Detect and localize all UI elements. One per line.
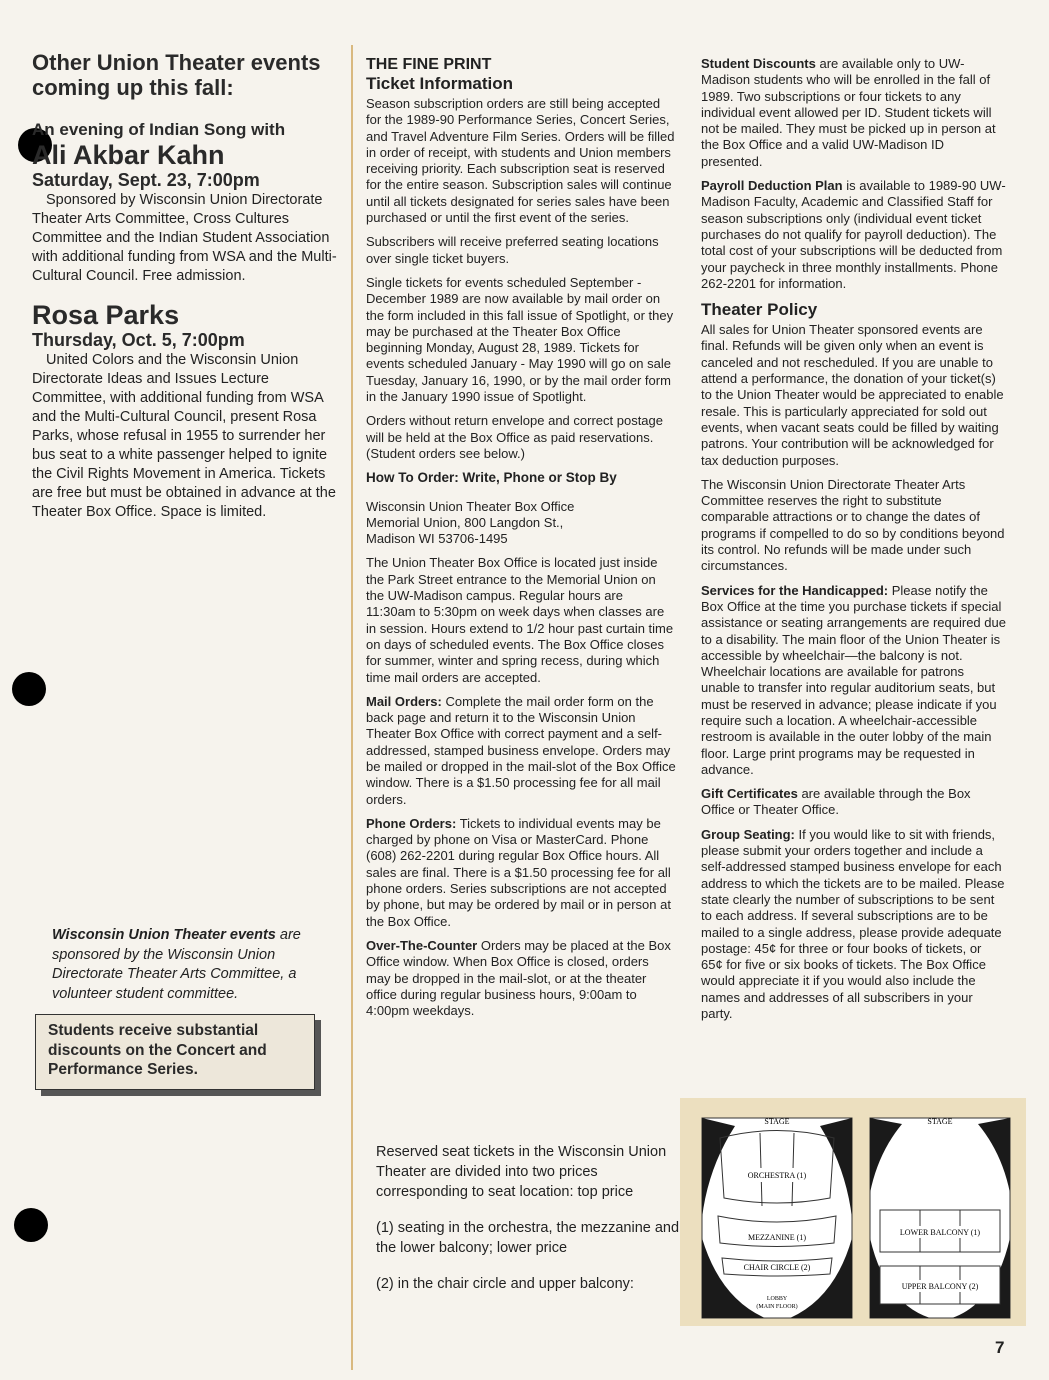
sponsor-note-bold: Wisconsin Union Theater events <box>52 927 276 943</box>
how-to-order-heading: How To Order: Write, Phone or Stop By <box>366 470 617 486</box>
group-seating-heading: Group Seating: <box>701 826 795 842</box>
policy-column <box>701 56 1006 1030</box>
gift-certificates-text: are available through the Box Office or Theater Office. <box>701 786 971 818</box>
paragraph: Reserved seat tickets in the Wisconsin Union Theater are divided into two prices corresponding to seat location: top price <box>376 1144 667 1200</box>
paragraph: All sales for Union Theater sponsored events are final. Refunds will be given only when an event is canceled and not rescheduled. If you are unable to attend a performance, the donation of your ticket(s) to the Union Theater would be appreciated to enable resale. This is particularly appreciated for sold out events, when vacant seats could be filled by waiting patrons. Your contribution will be acknowledged for tax deduction purposes. <box>701 322 1004 468</box>
paragraph: Season subscription orders are still being accepted for the 1989-90 Performance Series, Concert Series, and Travel Adventure Film Series. Orders will be filled in order of receipt, with students and Union members receiving priority. Each subscription seat is reserved for the entire season. Subscription sales will continue until all tickets designated for series sales have been purchased or until the first event of the series. <box>366 96 675 226</box>
event-rosa-parks <box>32 300 342 522</box>
student-discounts-heading: Student Discounts <box>701 56 816 71</box>
event-subtitle: An evening of Indian Song with <box>32 120 286 139</box>
lower-balcony-label: LOWER BALCONY (1) <box>899 1228 981 1237</box>
over-the-counter-text: Orders may be placed at the Box Office window. When Box Office is closed, orders may be dropped in the mail-slot, or at the theater office during regular business hours, 9:00am to 4:00pm weekdays. <box>366 937 671 1019</box>
phone-orders-text: Tickets to individual events may be charged by phone on Visa or MasterCard. Phone (608) 262-2201 during regular Box Office hours. All sales are final. There is a $1.50 processing fee for all phone orders. Series subscriptions are not accepted by phone, but may be ordered by mail or in person at the Box Office. <box>366 815 671 929</box>
fine-print-column <box>366 56 676 1027</box>
event-date: Thursday, Oct. 5, 7:00pm <box>32 330 245 350</box>
event-date: Saturday, Sept. 23, 7:00pm <box>32 170 260 190</box>
orchestra-label: ORCHESTRA (1) <box>747 1171 807 1180</box>
event-description: United Colors and the Wisconsin Union Directorate Ideas and Issues Lecture Committee, with additional funding from WSA and the Multi-Cultural Council, present Rosa Parks, whose refusal in 1955 to surrender her bus seat to a white passenger helped to ignite the Civil Rights Movement in America. Tickets are free but must be obtained in advance at the Theater Box Office. Space is limited. <box>32 352 336 520</box>
paragraph: (1) seating in the orchestra, the mezzanine and the lower balcony; lower price <box>376 1220 680 1256</box>
payroll-deduction-heading: Payroll Deduction Plan <box>701 178 843 194</box>
stage-label: STAGE <box>927 1117 953 1126</box>
theater-policy-heading: Theater Policy <box>701 300 818 320</box>
paragraph: (2) in the chair circle and upper balcony: <box>376 1276 634 1292</box>
paragraph: Subscribers will receive preferred seating locations over single ticket buyers. <box>366 234 659 266</box>
event-title: Ali Akbar Kahn <box>32 140 225 170</box>
seating-chart-svg <box>680 1098 1026 1326</box>
address-line: Wisconsin Union Theater Box Office <box>366 498 575 514</box>
group-seating-text: If you would like to sit with friends, please submit your orders together and include a self-addressed stamped business envelope for each address to which the tickets are to be mailed. Please state clearly the number of subscriptions to be sent to each address. If several subscriptions are to be mailed to a single address, please provide adequate postage: 45¢ for three or four books of tickets, or 65¢ for five or six books of tickets. The Box Office would appreciate it if you would also include the names and addresses of all subscribers in your party. <box>701 826 1005 1022</box>
over-the-counter-heading: Over-The-Counter <box>366 937 478 953</box>
event-title: Rosa Parks <box>32 300 180 330</box>
payroll-deduction-text: is available to 1989-90 UW-Madison Faculty, Academic and Classified Staff for season subscriptions only (individual event ticket purchases do not qualify for payroll deduction). The total cost of your subscriptions will be deducted from your paycheck in three monthly installments. Phone 262-2201 for information. <box>701 178 1006 291</box>
page-number: 7 <box>995 1338 1005 1357</box>
binder-hole <box>12 672 46 706</box>
student-discount-callout: Students receive substantial discounts on the Concert and Performance Series. <box>35 1014 315 1090</box>
chair-circle-label: CHAIR CIRCLE (2) <box>743 1263 811 1272</box>
paragraph: The Union Theater Box Office is located just inside the Park Street entrance to the Memorial Union on the UW-Madison campus. Regular hours are 11:30am to 5:30pm on week days when classes are in session. Hours extend to 1/2 hour past curtain time on days of scheduled events. The Box Office closes for summer, winter and spring recess, during which time mail orders are accepted. <box>366 555 674 685</box>
mail-orders-heading: Mail Orders: <box>366 693 442 709</box>
gift-certificates-heading: Gift Certificates <box>701 786 798 802</box>
upper-balcony-label: UPPER BALCONY (2) <box>901 1282 979 1291</box>
ticket-info-heading: Ticket Information <box>366 74 514 93</box>
mezzanine-label: MEZZANINE (1) <box>748 1233 806 1242</box>
binder-hole <box>14 1208 48 1242</box>
lobby-label: LOBBY <box>766 1296 788 1302</box>
handicapped-services-text: Please notify the Box Office at the time you purchase tickets if special assistance or seating arrangements are required due to a disability. The main floor of the Union Theater is accessible by wheelchair—the balcony is not. Wheelchair locations are available for patrons unable to transfer into regular auditorium seats, but must be reserved in advance; please indicate if you require such a location. A wheelchair-accessible restroom is available in the outer lobby of the main floor. Large print programs may be requested in advance. <box>701 582 1006 777</box>
event-description: Sponsored by Wisconsin Union Directorate Theater Arts Committee, Cross Cultures Committee and the Indian Student Association with additional funding from WSA and the Multi-Cultural Council. Free admission. <box>32 192 337 284</box>
main-floor-plan <box>702 1117 852 1318</box>
sponsor-note-text: are sponsored by the Wisconsin Union Directorate Theater Arts Committee, a volunteer student committee. <box>52 927 301 1002</box>
stage-label: STAGE <box>764 1117 790 1126</box>
mail-orders-text: Complete the mail order form on the back page and return it to the Wisconsin Union Theater Box Office with correct payment and a self-addressed, stamped business envelope. Orders may be mailed or dropped in the mail-slot of the Box Office window. There is a $1.50 processing fee for all mail orders. <box>366 693 676 807</box>
page-heading: Other Union Theater events coming up this fall: <box>32 50 321 100</box>
handicapped-services-heading: Services for the Handicapped: <box>701 582 889 598</box>
paragraph: The Wisconsin Union Directorate Theater Arts Committee reserves the right to substitute comparable attractions or to change the dates of programs if compelled to do so by conditions beyond its control. No refunds will be made under such circumstances. <box>701 476 1005 574</box>
balcony-plan <box>870 1117 1010 1318</box>
address-line: Madison WI 53706-1495 <box>366 531 508 547</box>
student-discounts-text: are available only to UW-Madison students who will be enrolled in the fall of 1989. Two subscriptions or four tickets to any individual event allowed per ID. Student tickets will not be mailed. They must be picked up in person at the Box Office and a valid UW-Madison ID presented. <box>701 56 996 169</box>
event-ali-akbar-kahn <box>32 120 342 286</box>
phone-orders-heading: Phone Orders: <box>366 815 457 831</box>
section-heading: THE FINE PRINT <box>366 56 492 73</box>
paragraph: Orders without return envelope and correct postage will be held at the Box Office as paid reservations. (Student orders see below.) <box>366 413 664 461</box>
column-divider <box>351 45 353 1370</box>
seating-explanation <box>376 1142 681 1310</box>
sponsor-note <box>52 926 322 1004</box>
address-line: Memorial Union, 800 Langdon St., <box>366 514 564 530</box>
paragraph: Single tickets for events scheduled September - December 1989 are now available by mail order on the form included in this fall issue of Spotlight, or they may be purchased at the Theater Box Office beginning Monday, August 28, 1989. Tickets for events scheduled January - May 1990 will go on sale Tuesday, January 16, 1990, or by the mail order form in the January 1990 issue of Spotlight. <box>366 274 674 405</box>
seating-chart <box>680 1098 1026 1326</box>
main-floor-label: (MAIN FLOOR) <box>756 1304 798 1310</box>
